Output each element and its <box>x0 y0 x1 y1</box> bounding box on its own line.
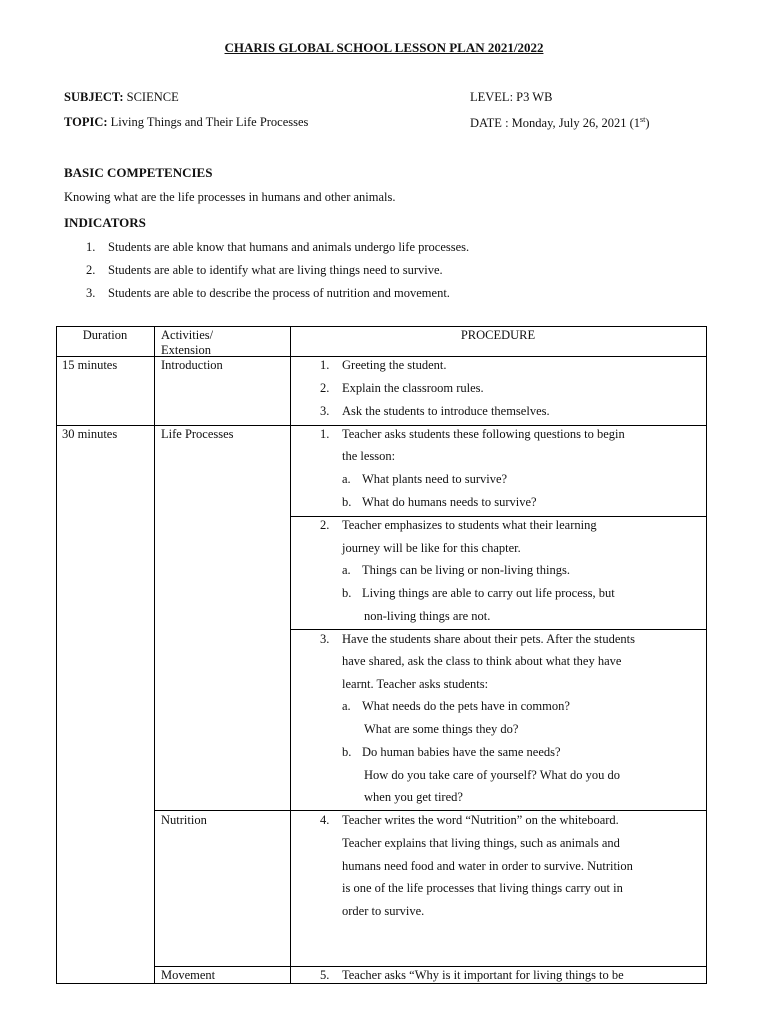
step-text-cont: have shared, ask the class to think about what they have <box>342 654 622 668</box>
table-row-divider <box>154 810 706 811</box>
procedure-step <box>320 427 625 442</box>
step-text-cont: Teacher explains that living things, such as animals and <box>342 836 620 850</box>
sub-step-cont: How do you take care of yourself? What do you do <box>364 768 620 782</box>
sub-step <box>342 745 561 760</box>
step-text-cont: order to survive. <box>342 904 425 918</box>
sub-step <box>342 495 537 510</box>
step-text: Teacher asks “Why is it important for living things to be <box>342 968 624 982</box>
date-sup: st <box>640 115 646 124</box>
indicator-number: 3. <box>86 286 96 300</box>
table-border-right <box>706 326 707 983</box>
step-text: Teacher asks students these following questions to begin <box>342 427 625 441</box>
procedure-step <box>320 518 597 533</box>
row-activity: Nutrition <box>161 813 207 827</box>
indicator-item <box>86 286 450 301</box>
sub-step-cont: What are some things they do? <box>364 722 519 736</box>
indicator-text: Students are able to describe the process of nutrition and movement. <box>108 286 450 300</box>
sub-step-text: What needs do the pets have in common? <box>362 699 570 713</box>
sub-step-label: a. <box>342 563 351 577</box>
step-number: 1. <box>320 358 330 372</box>
sub-step-label: b. <box>342 745 352 759</box>
indicator-item <box>86 240 469 255</box>
indicator-text: Students are able to identify what are living things need to survive. <box>108 263 443 277</box>
date-suffix: ) <box>645 116 650 131</box>
row-activity: Life Processes <box>161 427 234 441</box>
step-number: 2. <box>320 381 330 395</box>
step-text: Ask the students to introduce themselves. <box>342 404 550 418</box>
indicators-heading: INDICATORS <box>64 215 146 230</box>
row-duration: 30 minutes <box>62 427 118 441</box>
step-number: 2. <box>320 518 330 532</box>
level-line: LEVEL: P3 WB <box>470 90 553 104</box>
indicator-item <box>86 263 443 278</box>
procedure-step <box>320 381 484 396</box>
procedure-step <box>320 813 619 828</box>
topic-line <box>64 115 308 130</box>
sub-step <box>342 586 615 601</box>
sub-step-label: b. <box>342 586 352 600</box>
step-text: Have the students share about their pets. After the students <box>342 632 635 646</box>
step-text: Greeting the student. <box>342 358 447 372</box>
procedure-step <box>320 968 624 983</box>
step-number: 5. <box>320 968 330 982</box>
step-text-cont: the lesson: <box>342 449 396 463</box>
step-text-cont: is one of the life processes that living things carry out in <box>342 881 623 895</box>
table-row-divider <box>56 425 706 426</box>
step-text-cont: humans need food and water in order to survive. Nutrition <box>342 859 633 873</box>
column-header-extension: Extension <box>161 343 211 357</box>
table-row-divider <box>154 966 706 967</box>
subject-label: SUBJECT: <box>64 90 124 104</box>
step-text: Explain the classroom rules. <box>342 381 484 395</box>
date-line <box>470 115 650 131</box>
sub-step-label: b. <box>342 495 352 509</box>
sub-step-cont: when you get tired? <box>364 790 463 804</box>
sub-step-text: What plants need to survive? <box>362 472 508 486</box>
topic-value: Living Things and Their Life Processes <box>110 115 309 129</box>
subject-line <box>64 90 179 105</box>
row-activity: Movement <box>161 968 216 982</box>
sub-step <box>342 472 507 487</box>
column-header-activities: Activities/ <box>161 328 214 342</box>
table-border-bottom <box>56 983 707 984</box>
table-row-divider <box>290 629 706 630</box>
step-number: 3. <box>320 632 330 646</box>
sub-step-cont: non-living things are not. <box>364 609 491 623</box>
procedure-step <box>320 404 550 419</box>
step-text-cont: journey will be like for this chapter. <box>342 541 521 555</box>
step-text: Teacher writes the word “Nutrition” on the whiteboard. <box>342 813 619 827</box>
step-number: 3. <box>320 404 330 418</box>
date-prefix: DATE : Monday, July 26, 2021 (1 <box>470 116 641 131</box>
step-text-cont: learnt. Teacher asks students: <box>342 677 489 691</box>
table-row-divider <box>56 356 706 357</box>
subject-value: SCIENCE <box>126 90 179 104</box>
page-title: CHARIS GLOBAL SCHOOL LESSON PLAN 2021/2022 <box>224 40 544 55</box>
step-text: Teacher emphasizes to students what their learning <box>342 518 597 532</box>
indicator-number: 1. <box>86 240 96 254</box>
indicator-number: 2. <box>86 263 96 277</box>
topic-label: TOPIC: <box>64 115 108 129</box>
step-number: 1. <box>320 427 330 441</box>
indicator-text: Students are able know that humans and animals undergo life processes. <box>108 240 470 254</box>
competencies-text: Knowing what are the life processes in humans and other animals. <box>64 190 396 204</box>
table-row-divider <box>290 516 706 517</box>
sub-step-text: Do human babies have the same needs? <box>362 745 561 759</box>
sub-step-label: a. <box>342 472 351 486</box>
sub-step-text: Things can be living or non-living things. <box>362 563 570 577</box>
row-duration: 15 minutes <box>62 358 118 372</box>
row-activity: Introduction <box>161 358 223 372</box>
column-header-procedure: PROCEDURE <box>460 328 536 342</box>
sub-step <box>342 699 570 714</box>
sub-step-label: a. <box>342 699 351 713</box>
competencies-heading: BASIC COMPETENCIES <box>64 165 213 180</box>
procedure-step <box>320 358 447 373</box>
sub-step <box>342 563 570 578</box>
step-number: 4. <box>320 813 330 827</box>
sub-step-text: Living things are able to carry out life process, but <box>362 586 615 600</box>
procedure-step <box>320 632 635 647</box>
sub-step-text: What do humans needs to survive? <box>362 495 537 509</box>
column-header-duration: Duration <box>82 328 128 342</box>
